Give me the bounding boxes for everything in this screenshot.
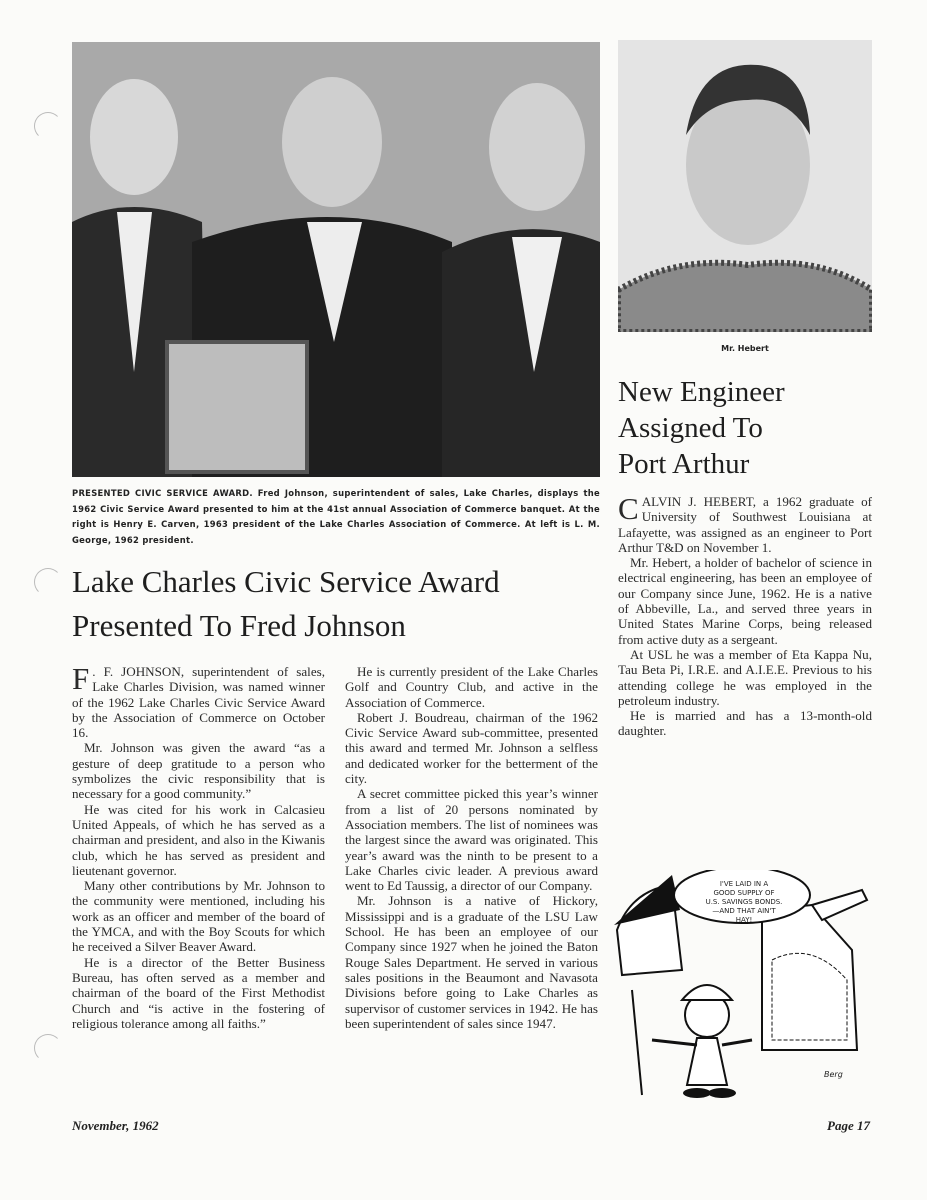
- award-photo-image: [72, 42, 600, 477]
- side-article-body: [618, 491, 872, 739]
- paragraph: F . F. JOHNSON, superintendent of sales, Lake Charles Division, was named winner of the 1962 Lake Charles Civic Service Award by the Association of Commerce on October 16.: [72, 661, 325, 741]
- drop-cap: F: [72, 661, 90, 696]
- side-headline-line2: Assigned To: [618, 412, 763, 444]
- hebert-photo: [618, 40, 872, 332]
- award-photo-caption: [72, 486, 600, 548]
- page-number: Page 17: [827, 1118, 870, 1133]
- cartoon-signature: Berg: [824, 1070, 843, 1079]
- caption-body: Fred Johnson, superintendent of sales, Lake Charles, displays the 1962 Civic Service Award presented to him at the 41st annual Association of Commerce banquet. At the right is Henry E. Carven, 1963 president of the Lake Charles Association of Commerce. At left is L. M. George, 1962 president.: [72, 488, 601, 545]
- hebert-photo-image: [618, 40, 872, 332]
- main-article-column-1: [72, 661, 325, 1031]
- savings-bonds-cartoon: [612, 870, 874, 1105]
- paragraph: Many other contributions by Mr. Johnson to the community were mentioned, including his work as an officer and member of the board of the YMCA, and with the Boy Scouts for which he received a Silver Beaver Award.: [72, 878, 325, 955]
- paragraph: Mr. Johnson is a native of Hickory, Mississippi and is a graduate of the LSU Law School. He has been an employee of our Company since 1927 when he joined the Baton Rouge Sales Department. He served in various sales positions in the Beaumont and Navasota Divisions before going to Lake Charles as supervisor of customer services in 1942. He has been superintendent of sales since 1947.: [345, 893, 598, 1031]
- paragraph: Mr. Johnson was given the award “as a gesture of deep gratitude to a person who symbolizes the civic responsibility that is necessary for a good community.”: [72, 740, 325, 802]
- side-headline-line1: New Engineer: [618, 376, 785, 408]
- main-headline-line1: Lake Charles Civic Service Award: [72, 564, 500, 599]
- main-headline-line2: Presented To Fred Johnson: [72, 608, 406, 643]
- binder-hole: [34, 112, 62, 140]
- side-headline: [618, 374, 878, 482]
- speech-line: HAY!: [735, 916, 753, 924]
- paragraph: Robert J. Boudreau, chairman of the 1962 Civic Service Award sub-committee, presented this award and termed Mr. Johnson a selfless and dedicated worker for the betterment of the city.: [345, 709, 598, 787]
- paragraph: He is a director of the Better Business Bureau, has often served as a member and chairman of the board of the First Methodist Church and “is active in the fostering of religious tolerance among all faiths.”: [72, 954, 325, 1031]
- paragraph: CALVIN J. HEBERT, a 1962 graduate of University of Southwest Louisiana at Lafayette, was assigned as an engineer to Port Arthur T&D on November 1.: [618, 491, 872, 555]
- speech-line: U.S. SAVINGS BONDS.: [705, 898, 783, 906]
- caption-lead: PRESENTED CIVIC SERVICE AWARD.: [72, 488, 253, 498]
- cartoon-speech-bubble: [682, 880, 806, 925]
- speech-line: GOOD SUPPLY OF: [713, 889, 775, 897]
- binder-hole: [34, 1034, 62, 1062]
- paragraph: A secret committee picked this year’s winner from a list of 20 persons nominated by Association members. The list of nominees was the largest since the award was originated. This year’s award was the ninth to be present to a Lake Charles civic leader. A previous award went to Ed Taussig, a director of our Company.: [345, 786, 598, 894]
- speech-line: —AND THAT AIN'T: [712, 907, 776, 915]
- paragraph: He is currently president of the Lake Charles Golf and Country Club, and active in the Association of Commerce.: [345, 664, 598, 710]
- side-headline-line3: Port Arthur: [618, 448, 750, 480]
- award-photo: [72, 42, 600, 477]
- footer-date: November, 1962: [72, 1118, 159, 1133]
- drop-cap: C: [618, 491, 639, 526]
- main-article-column-2: [345, 664, 598, 1031]
- paragraph: Mr. Hebert, a holder of bachelor of science in electrical engineering, has been an employee of our Company since June, 1962. He is a native of Abbeville, La., and served three years in United States Marine Corps, being released from active duty as a sergeant.: [618, 555, 872, 647]
- paragraph: He is married and has a 13-month-old daughter.: [618, 708, 872, 739]
- paragraph: He was cited for his work in Calcasieu United Appeals, of which he has served as a chairman and president, and also in the Kiwanis club, which he has served as president and lieutenant governor.: [72, 801, 325, 878]
- paragraph: At USL he was a member of Eta Kappa Nu, Tau Beta Pi, I.R.E. and A.I.E.E. Previous to his attending college he was employed in the petroleum industry.: [618, 646, 872, 708]
- main-headline: [72, 560, 612, 648]
- hebert-photo-caption: Mr. Hebert: [721, 344, 769, 353]
- speech-line: I'VE LAID IN A: [719, 880, 769, 888]
- binder-hole: [34, 568, 62, 596]
